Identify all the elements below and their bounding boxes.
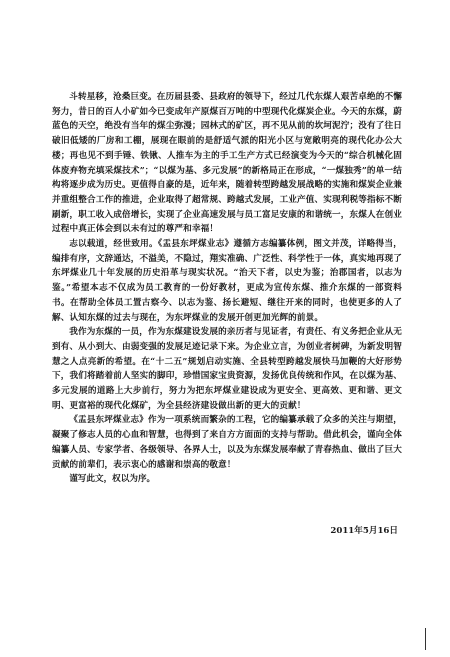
paragraph-responsibility: 我作为东煤的一员，作为东煤建设发展的亲历者与见证者，有责任、有义务把企业从无到有、从小到大、由弱变强的发展足迹记录下来。为企业立言，为创业者树碑，为新发明智慧之人点亮新的希望。在“十二五”规划启动实施、全县转型跨越发展快马加鞭的大好形势下，我们将踏着前人坚实的脚印，珍惜国家宝贵资源，发扬优良传统和作风，在以煤为基、多元发展的道路上大步前行，努力为把东坪煤业建设成为更安全、更高效、更和谐、更文明、更富裕的现代化煤矿，为全县经济建设做出新的更大的贡献！ bbox=[52, 327, 402, 411]
signature-date: 2011年5月16日 bbox=[330, 526, 398, 536]
closing-line: 谨写此文，权以为序。 bbox=[69, 474, 156, 485]
preface-body bbox=[52, 90, 402, 487]
paragraph-purpose: 志以载道，经世致用。《盂县东坪煤业志》遵循方志编纂体例，图文并茂，详略得当，编排有序，文辞通达，不溢美，不隐过，翔实准确、广泛性、科学性于一体，真实地再现了东坪煤业几十年发展的历史沿革与现实状况。“治天下者，以史为鉴；治郡国者，以志为鉴。”希望本志不仅成为员工教育的一份好教材，更成为宣传东煤、推介东煤的一部资料书。在帮助全体员工置古察今、以志为鉴、扬长避短、继往开来的同时，也使更多的人了解、认知东煤的过去与现在，为东坪煤业的发展开创更加光辉的前景。 bbox=[52, 239, 402, 323]
paragraph-thanks: 《盂县东坪煤业志》作为一项系统而繁杂的工程，它的编纂承载了众多的关注与期望，凝聚了修志人员的心血和智慧，也得到了来自方方面面的支持与帮助。借此机会，谨向全体编纂人员、专家学者、各级领导、各界人士，以及为东煤发展奉献了青春热血、做出了巨大贡献的前辈们，表示衷心的感谢和崇高的敬意！ bbox=[52, 415, 402, 470]
paragraph-history: 斗转星移，沧桑巨变。在历届县委、县政府的领导下，经过几代东煤人艰苦卓绝的不懈努力，昔日的百人小矿如今已变成年产原煤百万吨的中型现代化煤炭企业。今天的东煤，蔚蓝色的天空，绝没有当年的煤尘弥漫；园林式的矿区，再不见从前的坎坷泥泞；没有了往日破旧低矮的厂房和工棚，展现在眼前的是舒适气派的阳光小区与宽敞明亮的现代化办公大楼；再也见不到手锤、铁锹、人推车为主的手工生产方式已经演变为今天的“综合机械化固体废弃物充填采煤技术”；“以煤为基、多元发展”的新格局正在形成，“一煤独秀”的单一结构将逐步成为历史。更值得自豪的是，近年来，随着转型跨越发展战略的实施和煤炭企业兼并重组整合工作的推进，企业取得了超常规、跨越式发展，工业产值、实现利税等指标不断刷新，职工收入成倍增长，实现了企业高速发展与员工富足安康的和谐统一，东煤人在创业过程中真正体会到以未有过的尊严和幸福！ bbox=[52, 92, 402, 235]
page-edge-mark bbox=[425, 628, 426, 650]
